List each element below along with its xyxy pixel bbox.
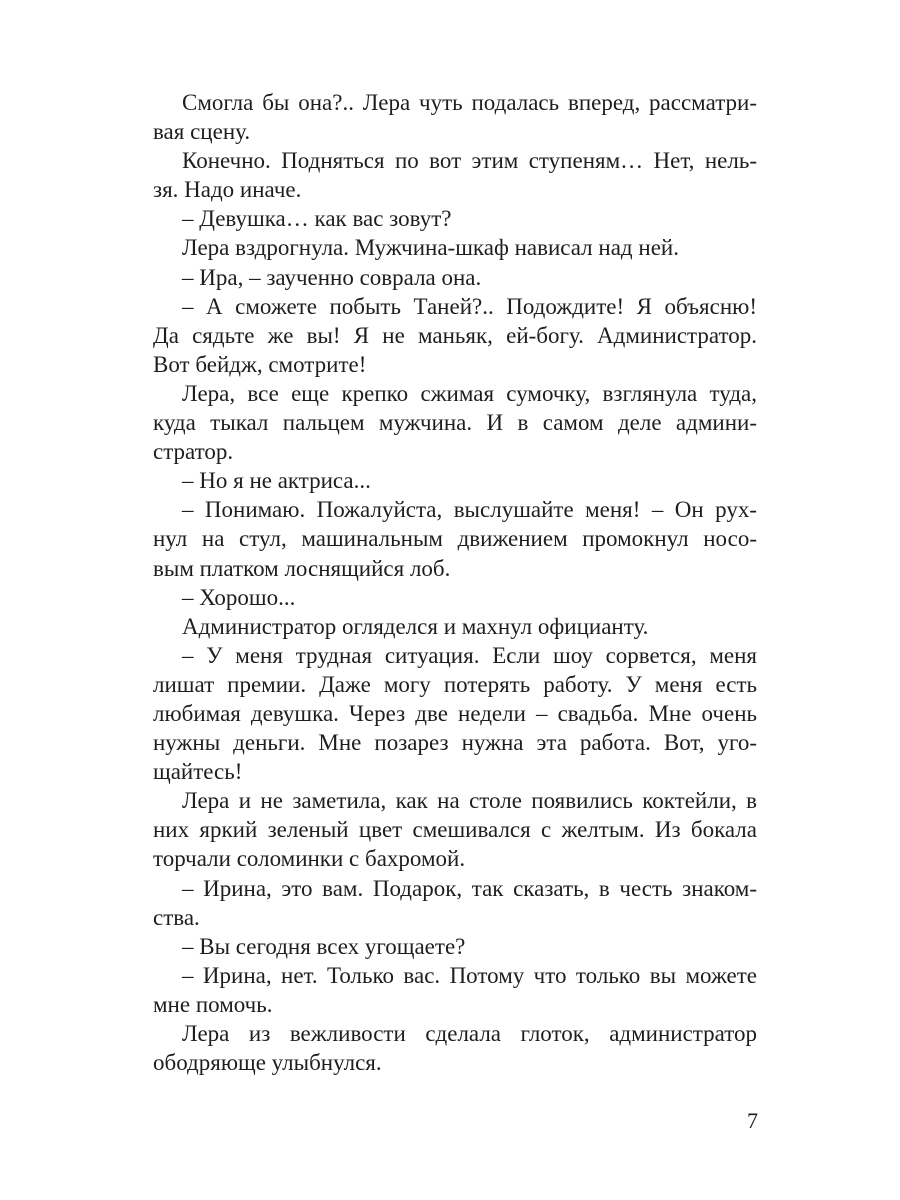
text-line: вая сцену. (153, 119, 251, 145)
paragraph (153, 292, 757, 379)
paragraph (153, 466, 757, 495)
paragraph (153, 874, 757, 932)
paragraph (153, 932, 757, 961)
paragraph (153, 233, 757, 262)
text-line: стратор. (153, 439, 234, 465)
text-line: – Девушка… как вас зовут? (182, 206, 452, 232)
page-body (153, 88, 757, 1077)
text-line: зя. Надо иначе. (153, 177, 302, 203)
text-line: – Понимаю. Пожалуйста, выслушайте меня! – Он рух- (182, 497, 757, 523)
text-line: – Ирина, это вам. Подарок, так сказать, в честь знаком- (182, 875, 757, 901)
text-line: ободряюще улыбнулся. (153, 1050, 382, 1076)
paragraph (153, 1019, 757, 1077)
paragraph (153, 146, 757, 204)
text-line: Лера, все еще крепко сжимая сумочку, взглянула туда, (182, 380, 757, 406)
paragraph (153, 583, 757, 612)
paragraph (153, 612, 757, 641)
text-line: Да сядьте же вы! Я не маньяк, ей-богу. Администратор. (153, 322, 757, 348)
text-line: – У меня трудная ситуация. Если шоу сорвется, меня (182, 642, 757, 668)
text-line: – Вы сегодня всех угощаете? (182, 933, 466, 959)
text-line: Смогла бы она?.. Лера чуть подалась вперед, рассматри- (182, 90, 757, 115)
paragraph (153, 263, 757, 292)
text-line: куда тыкал пальцем мужчина. И в самом деле админи- (153, 410, 757, 436)
paragraph (153, 379, 757, 466)
text-line: вым платком лоснящийся лоб. (153, 555, 451, 581)
text-line: нул на стул, машинальным движением промокнул носо- (153, 526, 757, 552)
text-line: Вот бейдж, смотрите! (153, 351, 367, 377)
text-line: ства. (153, 904, 200, 930)
paragraph (153, 961, 757, 1019)
text-line: них яркий зеленый цвет смешивался с желтым. Из бокала (153, 817, 757, 843)
text-line: Лера вздрогнула. Мужчина-шкаф нависал над ней. (182, 235, 679, 261)
text-line: Лера из вежливости сделала глоток, администратор (182, 1021, 757, 1046)
text-line: торчали соломинки с бахромой. (153, 846, 466, 872)
text-line: Лера и не заметила, как на столе появились коктейли, в (182, 788, 757, 814)
text-line: – А сможете побыть Таней?.. Подождите! Я объясню! (182, 293, 757, 319)
text-line: – Но я не актриса... (182, 468, 371, 494)
paragraph (153, 786, 757, 873)
page-number: 7 (747, 1108, 758, 1133)
text-line: щайтесь! (153, 759, 243, 785)
text-line: – Хорошо... (182, 584, 296, 610)
paragraph (153, 204, 757, 233)
text-line: любимая девушка. Через две недели – свадьба. Мне очень (153, 700, 757, 726)
paragraph (153, 88, 757, 146)
text-line: лишат премии. Даже могу потерять работу. У меня есть (153, 671, 757, 697)
paragraph (153, 641, 757, 786)
text-line: – Ира, – заученно соврала она. (182, 264, 482, 290)
text-line: Конечно. Подняться по вот этим ступеням… Нет, нель- (182, 148, 757, 174)
text-line: мне помочь. (153, 991, 273, 1017)
text-line: – Ирина, нет. Только вас. Потому что только вы можете (182, 962, 757, 988)
text-line: Администратор огляделся и махнул официанту. (182, 613, 649, 639)
text-line: нужны деньги. Мне позарез нужна эта работа. Вот, уго- (153, 730, 757, 756)
paragraph (153, 495, 757, 582)
